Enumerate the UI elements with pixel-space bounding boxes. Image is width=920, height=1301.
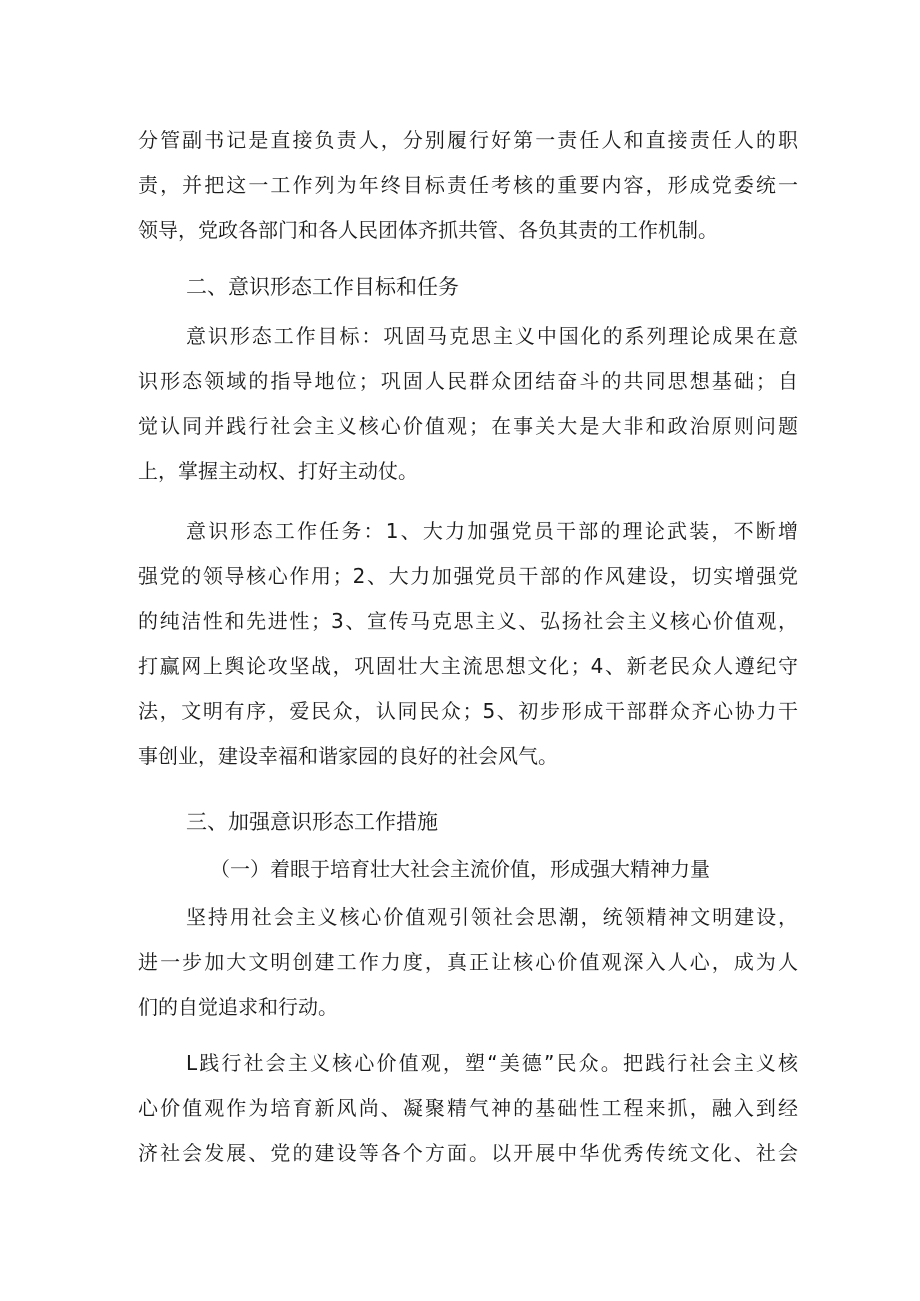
text-line: L践行社会主义核心价值观，塑“美德”民众。把践行社会主义核 xyxy=(186,1051,798,1075)
text-line: 责，并把这一工作列为年终目标责任考核的重要内容，形成党委统一 xyxy=(138,173,798,197)
text-line: 强党的领导核心作用；2、大力加强党员干部的作风建设，切实增强党 xyxy=(138,564,798,588)
subsection-heading-3-1: （一）着眼于培育壮大社会主流价值，形成强大精神力量 xyxy=(210,857,710,881)
section-heading-2: 二、意识形态工作目标和任务 xyxy=(186,275,459,299)
paragraph-responsibility xyxy=(138,118,798,253)
section-heading-3: 三、加强意识形态工作措施 xyxy=(186,810,438,834)
paragraph-goals xyxy=(138,314,798,494)
text-line: 意识形态工作任务：1、大力加强党员干部的理论武装，不断增 xyxy=(186,519,798,543)
text-line: 们的自觉追求和行动。 xyxy=(138,995,338,1019)
paragraph-tasks xyxy=(138,509,798,779)
text-line: 济社会发展、党的建设等各个方面。以开展中华优秀传统文化、社会 xyxy=(138,1141,798,1165)
paragraph-core-values xyxy=(138,895,798,1030)
text-line: 觉认同并践行社会主义核心价值观；在事关大是大非和政治原则问题 xyxy=(138,414,798,438)
text-line: 上，掌握主动权、打好主动仗。 xyxy=(138,459,418,483)
text-line: 的纯洁性和先进性；3、宣传马克思主义、弘扬社会主义核心价值观， xyxy=(138,609,798,633)
text-line: 法，文明有序，爱民众，认同民众；5、初步形成干部群众齐心协力干 xyxy=(138,699,798,723)
text-line: 坚持用社会主义核心价值观引领社会思潮，统领精神文明建设， xyxy=(186,905,798,929)
text-line: 意识形态工作目标：巩固马克思主义中国化的系列理论成果在意 xyxy=(186,324,798,348)
text-line: 心价值观作为培育新风尚、凝聚精气神的基础性工程来抓，融入到经 xyxy=(138,1096,798,1120)
text-line: 进一步加大文明创建工作力度，真正让核心价值观深入人心，成为人 xyxy=(138,950,798,974)
text-line: 领导，党政各部门和各人民团体齐抓共管、各负其责的工作机制。 xyxy=(138,218,718,242)
paragraph-practice xyxy=(138,1041,798,1176)
text-line: 打赢网上舆论攻坚战，巩固壮大主流思想文化；4、新老民众人遵纪守 xyxy=(138,654,798,678)
text-line: 识形态领域的指导地位；巩固人民群众团结奋斗的共同思想基础；自 xyxy=(138,369,798,393)
text-line: 事创业，建设幸福和谐家园的良好的社会风气。 xyxy=(138,744,558,768)
text-line: 分管副书记是直接负责人，分别履行好第一责任人和直接责任人的职 xyxy=(138,128,798,152)
